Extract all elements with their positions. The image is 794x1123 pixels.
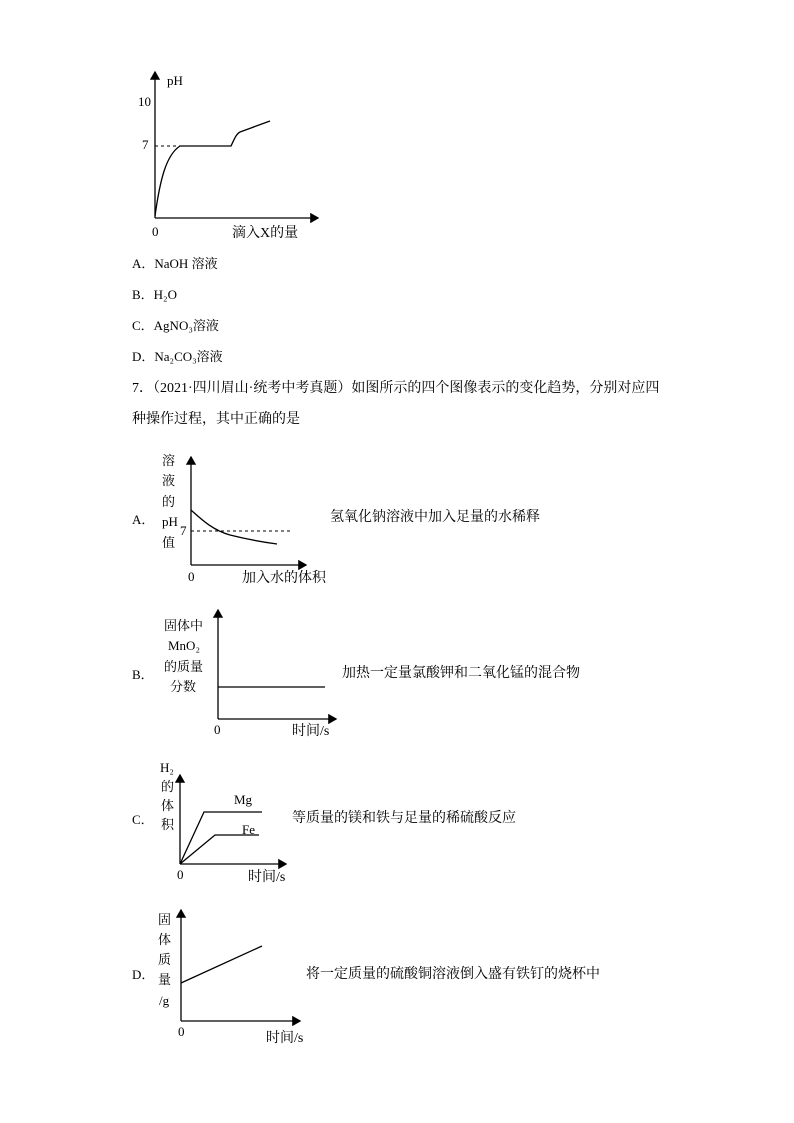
b-description: 加热一定量氯酸钾和二氧化锰的混合物 (342, 666, 580, 681)
c-ylabel-1: H₂ (160, 760, 174, 775)
top-ph-chart (155, 72, 318, 218)
b-ylabel-3: 的质量 (164, 659, 204, 674)
a-ylabel-1: 溶 (162, 453, 176, 468)
graph-b-letter: B． (132, 667, 154, 682)
graph-b (218, 610, 336, 719)
a-ylabel-3: 的 (162, 494, 176, 509)
d-ylabel-1: 固 (158, 912, 172, 927)
d-ylabel-5: /g (159, 993, 170, 1008)
question7-line2: 种操作过程，其中正确的是 (132, 412, 300, 427)
a-tick-7: 7 (180, 523, 187, 538)
graph-c (180, 775, 286, 864)
d-ylabel-3: 质 (158, 952, 172, 967)
d-description: 将一定质量的硫酸铜溶液倒入盛有铁钉的烧杯中 (306, 967, 600, 982)
question7-line1: 7．（2021·四川眉山·统考中考真题）如图所示的四个图像表示的变化趋势，分别对应四 (132, 381, 660, 396)
b-ylabel-4: 分数 (170, 679, 197, 694)
a-ylabel-5: 值 (162, 535, 176, 550)
b-ylabel-2: MnO₂ (168, 638, 200, 653)
c-series-mg-label: Mg (234, 792, 253, 807)
graph-a-letter: A． (132, 512, 155, 527)
option-b: B．H₂O (132, 287, 177, 302)
a-xlabel: 加入水的体积 (242, 571, 326, 586)
c-ylabel-3: 体 (161, 798, 175, 813)
a-origin: 0 (188, 569, 195, 584)
d-ylabel-4: 量 (158, 972, 172, 987)
d-ylabel-2: 体 (158, 932, 172, 947)
c-ylabel-4: 积 (161, 817, 175, 832)
option-d: D．Na₂CO₃溶液 (132, 349, 223, 364)
a-curve (191, 510, 277, 544)
b-ylabel-1: 固体中 (164, 618, 204, 633)
c-origin: 0 (177, 867, 184, 882)
option-a: A．NaOH 溶液 (132, 256, 218, 271)
b-origin: 0 (214, 722, 221, 737)
a-ylabel-4: pH (162, 514, 178, 529)
d-origin: 0 (178, 1024, 185, 1039)
a-ylabel-2: 液 (162, 473, 176, 488)
graph-d-letter: D． (132, 967, 155, 982)
c-mg-line (180, 812, 262, 864)
c-xlabel: 时间/s (248, 870, 286, 885)
graph-a (191, 457, 306, 565)
b-xlabel: 时间/s (292, 724, 330, 739)
top-ytick-10: 10 (138, 94, 151, 109)
c-ylabel-2: 的 (161, 779, 175, 794)
graph-c-letter: C． (132, 812, 154, 827)
option-c: C．AgNO₃溶液 (132, 318, 219, 333)
graph-d (181, 910, 300, 1021)
c-description: 等质量的镁和铁与足量的稀硫酸反应 (292, 811, 516, 826)
top-ph-curve (155, 121, 270, 216)
d-rising-line (181, 946, 262, 983)
d-xlabel: 时间/s (266, 1031, 304, 1046)
top-ylabel: pH (167, 73, 183, 88)
top-xlabel: 滴入X的量 (232, 226, 299, 241)
c-series-fe-label: Fe (242, 822, 255, 837)
top-origin: 0 (152, 224, 159, 239)
a-description: 氢氧化钠溶液中加入足量的水稀释 (330, 510, 540, 525)
top-ytick-7: 7 (142, 137, 149, 152)
